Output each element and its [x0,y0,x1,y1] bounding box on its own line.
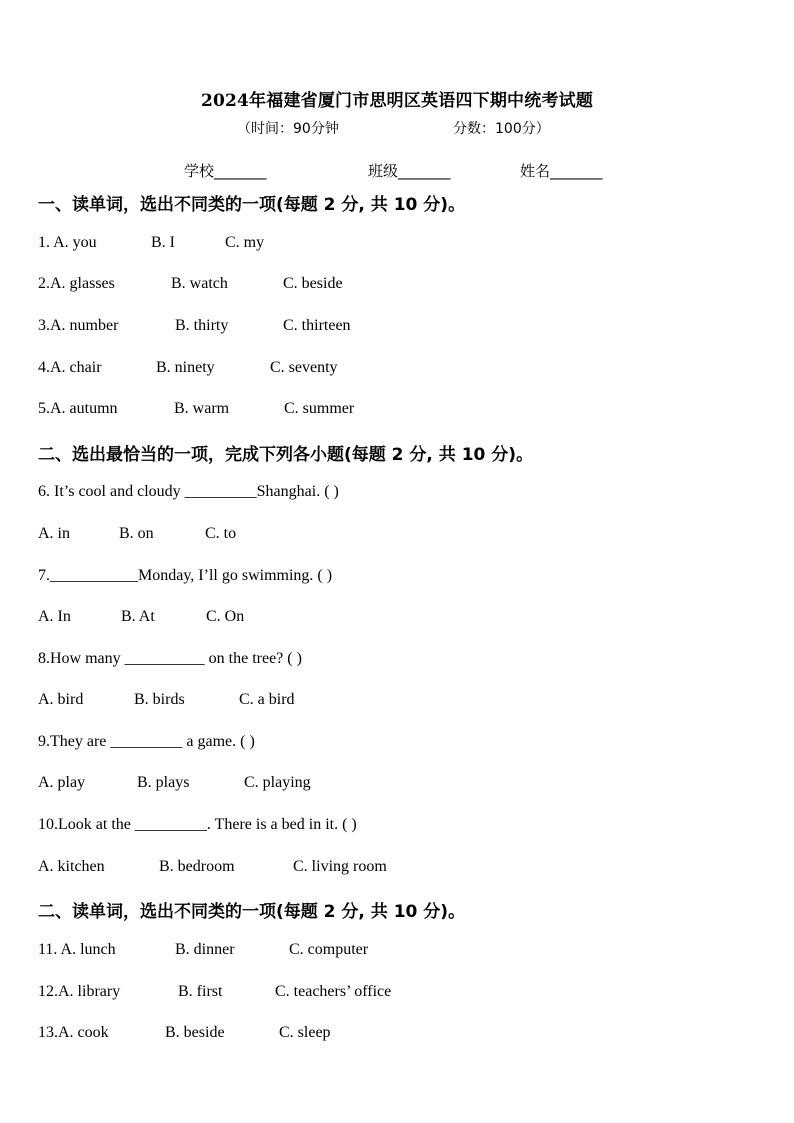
option-b: B. birds [134,691,185,708]
option-a: A. in [38,525,70,542]
option-a: 5.A. autumn [38,400,118,417]
option-a: 11. A. lunch [38,941,116,958]
option-c: C. computer [289,941,369,958]
section-heading-2: 二、选出最恰当的一项，完成下列各小题(每题 2 分, 共 10 分)。 [38,445,534,465]
option-b: B. ninety [156,359,215,376]
option-a: 13.A. cook [38,1024,109,1041]
option-c: C. a bird [239,691,295,708]
question-6-stem: 6. It’s cool and cloudy _________Shanghai. ( ) [38,483,339,500]
option-a: 3.A. number [38,317,119,334]
option-a: A. In [38,608,71,625]
option-c: C. playing [244,774,311,791]
question-8-stem: 8.How many __________ on the tree? ( ) [38,650,302,667]
option-b: B. I [151,234,175,251]
exam-time: （时间：90分钟 [237,121,339,137]
option-b: B. watch [171,275,228,292]
option-b: B. on [119,525,154,542]
option-c: C. thirteen [283,317,351,334]
section-heading-3: 二、读单词，选出不同类的一项(每题 2 分, 共 10 分)。 [38,902,466,922]
option-a: 12.A. library [38,983,121,1000]
option-c: C. my [225,234,265,251]
section-heading-1: 一、读单词，选出不同类的一项(每题 2 分, 共 10 分)。 [38,195,466,215]
option-a: A. bird [38,691,84,708]
option-c: C. beside [283,275,343,292]
question-7-stem: 7.___________Monday, I’ll go swimming. ( ) [38,567,333,584]
option-a: A. kitchen [38,858,105,875]
option-b: B. At [121,608,155,625]
student-info-row [0,160,794,180]
option-c: C. On [206,608,245,625]
option-b: B. first [178,983,223,1000]
exam-score: 分数：100分） [453,121,550,137]
option-c: C. summer [284,400,355,417]
question-9-stem: 9.They are _________ a game. ( ) [38,733,255,750]
option-a: 1. A. you [38,234,97,251]
option-b: B. bedroom [159,858,235,875]
option-c: C. to [205,525,237,542]
option-b: B. dinner [175,941,235,958]
option-c: C. seventy [270,359,338,376]
class-field: 班级_______ [368,162,451,180]
option-b: B. plays [137,774,190,791]
option-a: 4.A. chair [38,359,102,376]
question-10-stem: 10.Look at the _________. There is a bed in it. ( ) [38,816,357,833]
exam-title: 2024年福建省厦门市思明区英语四下期中统考试题 [200,91,594,111]
name-field: 姓名_______ [520,162,603,180]
option-b: B. thirty [175,317,229,334]
option-a: 2.A. glasses [38,275,115,292]
option-b: B. warm [174,400,230,417]
option-b: B. beside [165,1024,225,1041]
option-c: C. living room [293,858,387,875]
option-c: C. teachers’ office [275,983,392,1000]
option-a: A. play [38,774,86,791]
option-c: C. sleep [279,1024,331,1041]
school-field: 学校_______ [184,162,267,180]
